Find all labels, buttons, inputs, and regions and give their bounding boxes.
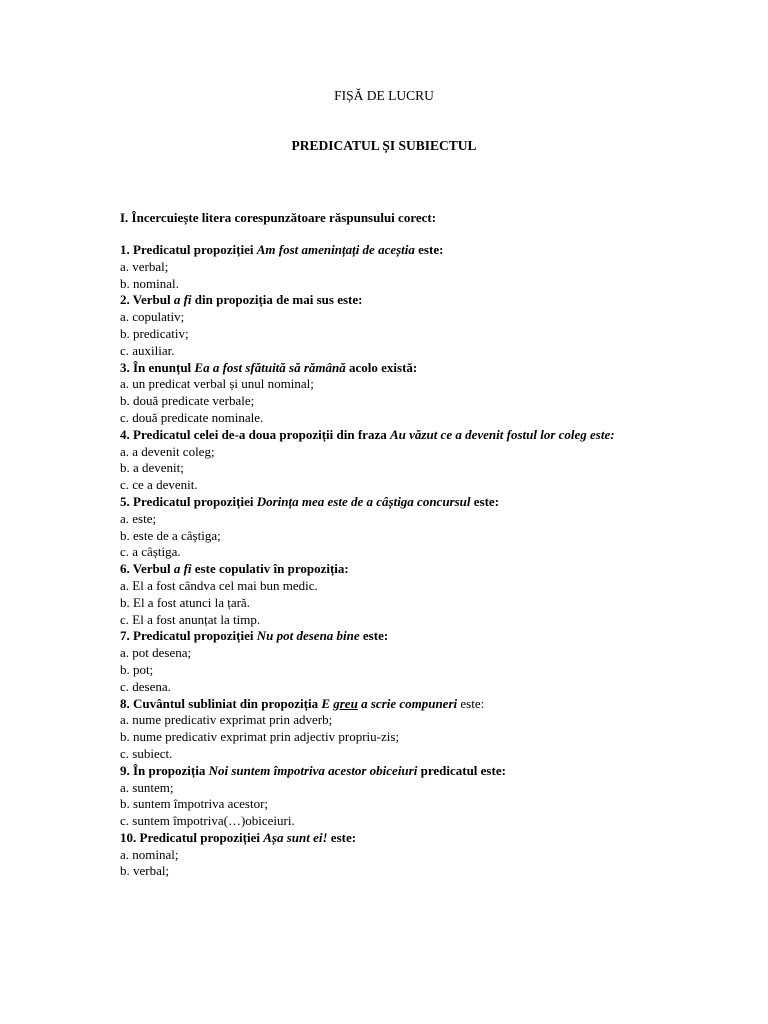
- question-3-option-a: a. un predicat verbal și unul nominal;: [120, 376, 314, 392]
- question-1: 1. Predicatul propoziției Am fost amenințați de aceștia este:: [120, 242, 444, 257]
- question-10-option-b: b. verbal;: [120, 863, 170, 879]
- question-5: 5. Predicatul propoziției Dorința mea este de a câștiga concursul este:: [120, 493, 500, 509]
- question-5-option-a: a. este;: [120, 510, 157, 526]
- question-2-option-b: b. predicativ;: [120, 325, 189, 341]
- page-title: FIȘĂ DE LUCRU: [334, 88, 434, 103]
- question-6-option-c: c. El a fost anunțat la timp.: [120, 611, 261, 627]
- question-10: 10. Predicatul propoziției Așa sunt ei! este:: [120, 829, 357, 845]
- question-7-option-c: c. desena.: [120, 678, 171, 694]
- question-1-option-a: a. verbal;: [120, 258, 169, 274]
- question-3: 3. În enunțul Ea a fost sfătuită să rămână acolo există:: [120, 359, 418, 375]
- question-5-option-c: c. a câștiga.: [120, 544, 181, 560]
- page-subtitle: PREDICATUL ȘI SUBIECTUL: [291, 138, 477, 153]
- question-1-option-b: b. nominal.: [120, 275, 179, 291]
- question-4: 4. Predicatul celei de-a doua propoziții din fraza Au văzut ce a devenit fostul lor coleg este:: [120, 426, 615, 442]
- question-8-option-c: c. subiect.: [120, 745, 173, 761]
- question-3-option-c: c. două predicate nominale.: [120, 409, 264, 425]
- question-6-option-b: b. El a fost atunci la țară.: [120, 594, 250, 610]
- question-2-option-c: c. auxiliar.: [120, 342, 175, 358]
- section-heading: I. Încercuiește litera corespunzătoare răspunsului corect:: [120, 210, 437, 225]
- question-10-option-a: a. nominal;: [120, 846, 179, 862]
- question-6-option-a: a. El a fost cândva cel mai bun medic.: [120, 577, 318, 593]
- question-9: 9. În propoziția Noi suntem împotriva acestor obiceiuri predicatul este:: [120, 762, 506, 778]
- question-8: 8. Cuvântul subliniat din propoziția E greu a scrie compuneri este:: [120, 695, 485, 711]
- question-4-option-a: a. a devenit coleg;: [120, 443, 215, 459]
- question-5-option-b: b. este de a câștiga;: [120, 527, 221, 543]
- question-8-option-b: b. nume predicativ exprimat prin adjectiv propriu-zis;: [120, 729, 400, 745]
- question-7: 7. Predicatul propoziției Nu pot desena bine este:: [120, 628, 389, 644]
- question-6: 6. Verbul a fi este copulativ în propoziția:: [120, 561, 349, 577]
- underlined-word: greu: [333, 695, 358, 711]
- question-7-option-b: b. pot;: [120, 661, 154, 677]
- exercise-content: [120, 209, 680, 880]
- question-9-option-b: b. suntem împotriva acestor;: [120, 796, 269, 812]
- question-4-option-c: c. ce a devenit.: [120, 477, 198, 493]
- question-9-option-a: a. suntem;: [120, 779, 174, 795]
- question-2: 2. Verbul a fi din propoziția de mai sus este:: [120, 292, 363, 308]
- question-7-option-a: a. pot desena;: [120, 645, 192, 661]
- question-9-option-c: c. suntem împotriva(…)obiceiuri.: [120, 813, 295, 829]
- question-4-option-b: b. a devenit;: [120, 460, 184, 476]
- question-3-option-b: b. două predicate verbale;: [120, 393, 255, 409]
- question-8-option-a: a. nume predicativ exprimat prin adverb;: [120, 712, 333, 728]
- question-2-option-a: a. copulativ;: [120, 309, 185, 325]
